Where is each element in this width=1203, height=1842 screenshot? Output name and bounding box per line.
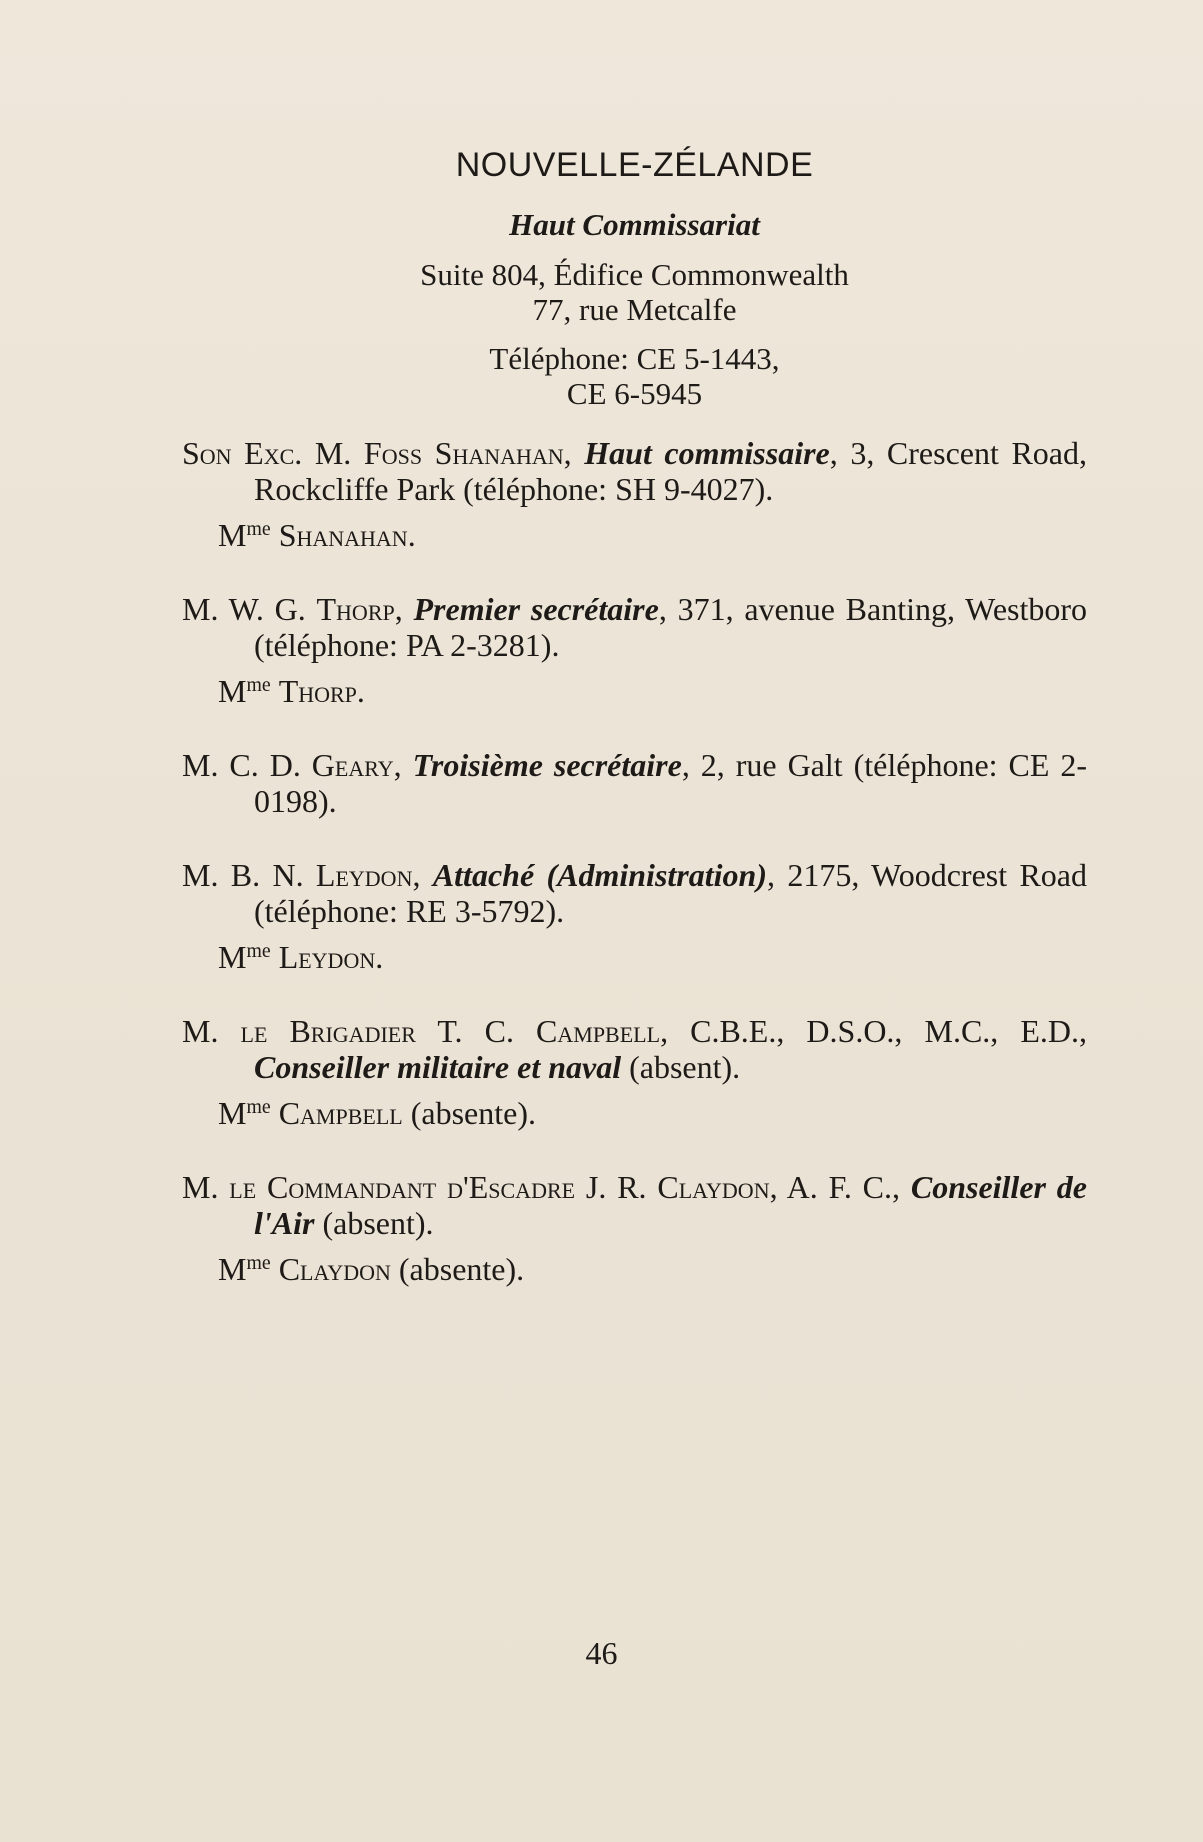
member-name: Geary — [311, 747, 394, 783]
staff-entry — [182, 747, 1087, 819]
member-name: Shanahan — [434, 435, 564, 471]
member-title: Conseiller de l'Air — [254, 1169, 1088, 1241]
staff-member: M. le Brigadier T. C. Campbell, C.B.E., D.S.O., M.C., E.D., Conseiller militaire et naval (absent). — [182, 1013, 1088, 1085]
spouse-line: $M^{me}$ Leydon. — [218, 939, 384, 975]
staff-entry — [182, 435, 1087, 553]
member-detail: , 371, avenue Banting, Westboro (téléphone: PA 2-3281). — [254, 591, 1088, 663]
staff-member: M. W. G. Thorp, Premier secrétaire, 371, avenue Banting, Westboro (téléphone: PA 2-3281). — [182, 591, 1088, 663]
spouse-line: $M^{me}$ Shanahan. — [218, 517, 416, 553]
page-content — [182, 146, 1087, 1325]
member-name: Campbell — [536, 1013, 661, 1049]
staff-entry — [182, 857, 1087, 975]
staff-member: Son Exc. M. Foss Shanahan, Haut commissaire, 3, Crescent Road, Rockcliffe Park (téléphone: SH 9-4027). — [182, 435, 1088, 507]
member-title: Premier secrétaire — [413, 591, 659, 627]
member-name: Thorp — [316, 591, 395, 627]
phone-line: Téléphone: CE 5-1443, — [489, 341, 780, 376]
address-line: Suite 804, Édifice Commonwealth — [420, 257, 849, 292]
staff-entry — [182, 1169, 1087, 1287]
office-title: Haut Commissariat — [509, 207, 760, 242]
member-detail: (absent). — [621, 1049, 741, 1085]
staff-entry — [182, 1013, 1087, 1131]
spouse-name: Leydon — [278, 939, 376, 975]
staff-member: M. B. N. Leydon, Attaché (Administration), 2175, Woodcrest Road (téléphone: RE 3-5792). — [182, 857, 1088, 929]
member-detail: , 3, Crescent Road, Rockcliffe Park (téléphone: SH 9-4027). — [254, 435, 1088, 507]
spouse-name: Claydon — [278, 1251, 391, 1287]
office-address — [182, 257, 1087, 327]
spouse-line: $M^{me}$ Thorp. — [218, 673, 365, 709]
staff-member: M. C. D. Geary, Troisième secrétaire, 2, rue Galt (téléphone: CE 2-0198). — [182, 747, 1088, 819]
page-number: 46 — [585, 1635, 618, 1671]
spouse-name: Shanahan — [278, 517, 408, 553]
staff-member: M. le Commandant d'Escadre J. R. Claydon, A. F. C., Conseiller de l'Air (absent). — [182, 1169, 1088, 1241]
member-title: Conseiller militaire et naval — [254, 1049, 622, 1085]
spouse-line: $M^{me}$ Campbell (absente). — [218, 1095, 536, 1131]
spouse-line: $M^{me}$ Claydon (absente). — [218, 1251, 525, 1287]
member-detail: , 2175, Woodcrest Road (téléphone: RE 3-5792). — [254, 857, 1088, 929]
member-detail: (absent). — [314, 1205, 434, 1241]
member-title: Troisième secrétaire — [412, 747, 682, 783]
spouse-name: Thorp — [278, 673, 357, 709]
address-line: 77, rue Metcalfe — [532, 292, 737, 327]
member-title: Attaché (Administration) — [432, 857, 767, 893]
spouse-name: Campbell — [278, 1095, 403, 1131]
office-phones — [182, 341, 1087, 411]
member-name: Leydon — [315, 857, 413, 893]
country-heading: NOUVELLE-ZÉLANDE — [455, 146, 814, 184]
phone-line: CE 6-5945 — [566, 376, 703, 411]
member-detail: , 2, rue Galt (téléphone: CE 2-0198). — [254, 747, 1088, 819]
staff-entry — [182, 591, 1087, 709]
member-name: Claydon — [657, 1169, 770, 1205]
member-title: Haut commissaire — [584, 435, 830, 471]
